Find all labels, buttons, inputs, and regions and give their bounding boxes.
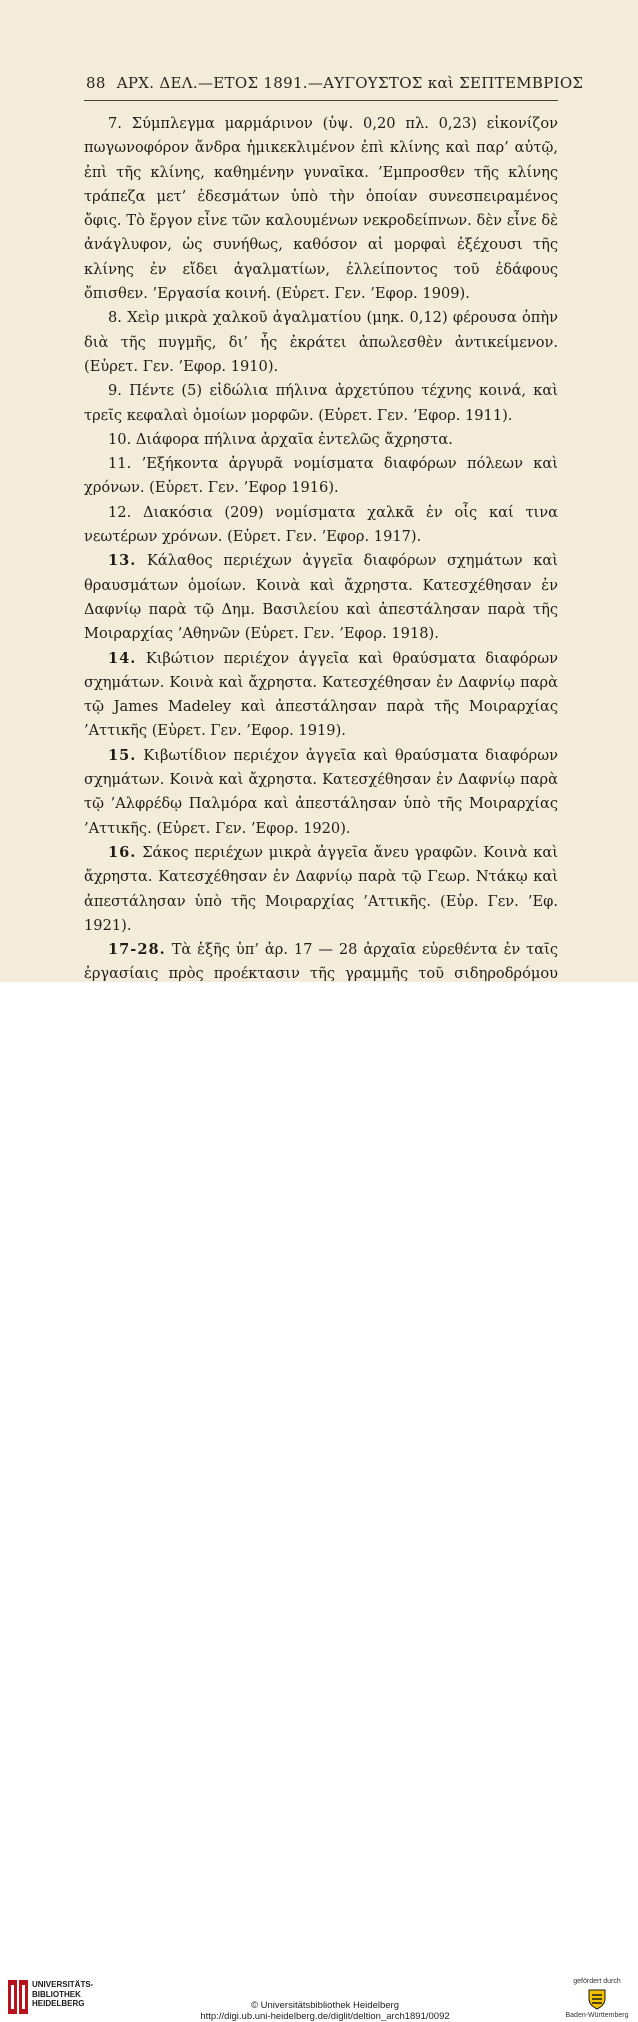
item-number: 8. bbox=[108, 309, 122, 327]
item-text: Σύμπλεγμα μαρμάρινον (ὑψ. 0,20 πλ. 0,23) εἰκονίζον πωγωνοφόρον ἄνδρα ἡμικεκλιμένον ἐπὶ κλίνης καὶ παρ’ αὐτῷ, ἐπὶ τῆς κλίνης, καθημένην γυναῖκα. ’Εμπροσθεν τῆς κλίνης τράπεζα μετ’ ἐδεσμάτων ὑπὸ τὴν ὁποίαν συνεσπειραμένος ὄφις. Τὸ ἔργον εἶνε τῶν καλουμένων νεκροδείπνων. δὲν εἶνε δὲ ἀνάγλυφον, ὡς συνήθως, καθόσον αἱ μορφαὶ ἐξέχουσι τῆς κλίνης ἐν εἴδει ἀγαλματίων, ἐλλείποντος τοῦ ἐδάφους ὄπισθεν. ’Εργασία κοινή. (Εὑρετ. Γεν. ’Εφορ. 1909). bbox=[84, 115, 558, 303]
page-number: 88 bbox=[86, 74, 106, 92]
library-logo-line: BIBLIOTHEK bbox=[32, 1989, 81, 1999]
item-text: Πέντε (5) εἰδώλια πήλινα ἀρχετύπου τέχνης κοινά, καὶ τρεῖς κεφαλαὶ ὁμοίων μορφῶν. (Εὑρετ. Γεν. ’Εφορ. 1911). bbox=[84, 382, 559, 424]
paragraph bbox=[84, 841, 558, 938]
crest-icon bbox=[586, 1988, 608, 2010]
item-number: 16. bbox=[108, 843, 137, 861]
item-text: Διακόσια (209) νομίσματα χαλκᾶ ἐν οἷς καί τινα νεωτέρων χρόνων. (Εὑρετ. Γεν. ’Εφορ. 1917). bbox=[84, 503, 558, 546]
paragraph bbox=[84, 501, 558, 550]
item-text: Χεὶρ μικρὰ χαλκοῦ ἀγαλματίου (μηκ. 0,12) φέρουσα ὀπὴν διὰ τῆς πυγμῆς, δι’ ἧς ἐκράτει ἀπωλεσθὲν ἀντικείμενον. (Εὑρετ. Γεν. ’Εφορ. 1910). bbox=[84, 309, 559, 375]
sponsor-label: gefördert durch bbox=[573, 1978, 621, 1985]
library-logo[interactable] bbox=[8, 1978, 92, 2018]
paragraph bbox=[84, 112, 558, 306]
sponsor-name: Baden-Württemberg bbox=[565, 2012, 629, 2019]
item-number: 9. bbox=[108, 382, 122, 400]
running-title: ΑΡΧ. ΔΕΛ.—ΕΤΟΣ 1891.—ΑΥΓΟΥΣΤΟΣ καὶ ΣΕΠΤΕΜΒΡΙΟΣ bbox=[116, 74, 584, 92]
footer bbox=[0, 982, 638, 2022]
item-text: Τὰ ἑξῆς ὑπ’ ἀρ. 17 — 28 ἀρχαῖα εὑρεθέντα ἐν ταῖς ἐργασίαις πρὸς προέκτασιν τῆς γραμμῆς τοῦ σιδηροδρόμου bbox=[84, 941, 559, 983]
paragraph bbox=[84, 306, 558, 379]
library-logo-icon bbox=[8, 1980, 28, 2014]
body-text bbox=[84, 112, 558, 1011]
item-text: Κιβώτιον περιέχον ἀγγεῖα καὶ θραύσματα διαφόρων σχημάτων. Κοινὰ καὶ ἄχρηστα. Κατεσχέθησαν ἐν Δαφνίῳ παρὰ τῷ James Madeley καὶ ἀπεστάλησαν παρὰ τῆς Μοιραρχίας ’Αττικῆς (Εὑρετ. Γεν. ’Εφορ. 1919). bbox=[84, 649, 558, 740]
copyright-text: © Universitätsbibliothek Heidelberg bbox=[251, 2000, 399, 2011]
item-text: Σάκος περιέχων μικρὰ ἀγγεῖα ἄνευ γραφῶν. Κοινὰ καὶ ἄχρηστα. Κατεσχέθησαν ἐν Δαφνίῳ παρὰ τῷ Γεωρ. Ντάκῳ καὶ ἀπεστάλησαν ὑπὸ τῆς Μοιραρχίας ’Αττικῆς. (Εὑρ. Γεν. ’Εφ. 1921). bbox=[84, 843, 558, 934]
item-text: Κάλαθος περιέχων ἀγγεῖα διαφόρων σχημάτων καὶ θραυσμάτων ὁμοίων. Κοινὰ καὶ ἄχρηστα. Κατεσχέθησαν ἐν Δαφνίῳ παρὰ τῷ Δημ. Βασιλείου καὶ ἀπεστάλησαν παρὰ τῆς Μοιραρχίας ’Αθηνῶν (Εὑρετ. Γεν. ’Εφορ. 1918). bbox=[84, 552, 558, 643]
item-text: ’Εξήκοντα ἀργυρᾶ νομίσματα διαφόρων πόλεων καὶ χρόνων. (Εὑρετ. Γεν. ’Εφορ 1916). bbox=[84, 455, 558, 497]
permalink[interactable]: http://digi.ub.uni-heidelberg.de/diglit/deltion_arch1891/0092 bbox=[200, 2011, 450, 2022]
item-number: 7. bbox=[108, 115, 122, 132]
item-number: 15. bbox=[108, 746, 137, 764]
library-logo-line: UNIVERSITÄTS- bbox=[32, 1980, 94, 1989]
paragraph bbox=[84, 379, 558, 428]
copyright-block bbox=[150, 2000, 500, 2022]
running-header bbox=[86, 74, 584, 92]
library-logo-line: HEIDELBERG bbox=[32, 1999, 85, 2008]
item-number: 17-28. bbox=[108, 941, 166, 959]
header-rule bbox=[84, 100, 558, 101]
library-logo-text bbox=[32, 1980, 93, 2009]
item-text: Διάφορα πήλινα ἀρχαῖα ἐντελῶς ἄχρηστα. bbox=[135, 430, 453, 448]
item-number: 12. bbox=[108, 503, 132, 521]
sponsor-block bbox=[560, 1978, 634, 2019]
paragraph bbox=[84, 549, 558, 646]
item-number: 10. bbox=[108, 430, 132, 448]
paragraph bbox=[84, 744, 558, 841]
paragraph bbox=[84, 452, 558, 501]
paragraph bbox=[84, 428, 558, 452]
item-number: 11. bbox=[108, 455, 132, 473]
item-number: 13. bbox=[108, 552, 137, 570]
item-text: Κιβωτίδιον περιέχον ἀγγεῖα καὶ θραύσματα διαφόρων σχημάτων. Κοινὰ καὶ ἄχρηστα. Κατεσχέθησαν ἐν Δαφνίῳ παρὰ τῷ ’Αλφρέδῳ Παλμόρα καὶ ἀπεστάλησαν ὑπὸ τῆς Μοιραρχίας ’Αττικῆς. (Εὑρετ. Γεν. ’Εφορ. 1920). bbox=[84, 746, 558, 837]
item-number: 14. bbox=[108, 649, 137, 667]
paragraph bbox=[84, 647, 558, 744]
scanned-page bbox=[0, 0, 638, 982]
